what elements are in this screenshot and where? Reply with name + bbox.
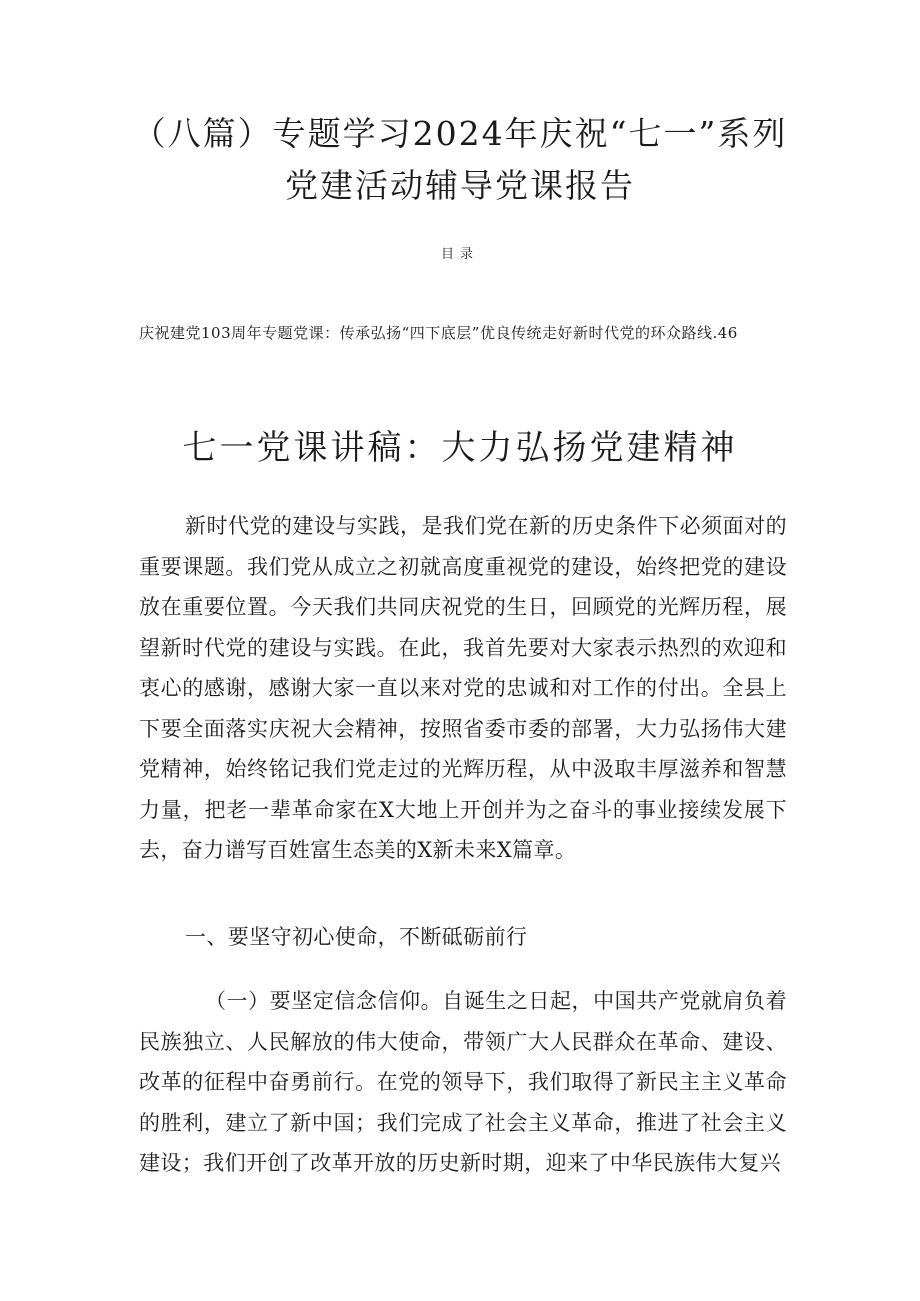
section-title: 七一党课讲稿：大力弘扬党建精神	[182, 428, 738, 468]
subsection-heading: 一、要坚守初心使命，不断砥砺前行	[185, 925, 528, 949]
document-title: （八篇）专题学习2024年庆祝“七一”系列党建活动辅导党课报告	[132, 114, 788, 205]
body-paragraph: 新时代党的建设与实践，是我们党在新的历史条件下必须面对的重要课题。我们党从成立之初就高度重视党的建设，始终把党的建设放在重要位置。今天我们共同庆祝党的生日，回顾党的光辉历程，展望新时代党的建设与实践。在此，我首先要对大家表示热烈的欢迎和衷心的感谢，感谢大家一直以来对党的忠诚和对工作的付出。全县上下要全面落实庆祝大会精神，按照省委市委的部署，大力弘扬伟大建党精神，始终铭记我们党走过的光辉历程，从中汲取丰厚滋养和智慧力量，把老一辈革命家在X大地上开创并为之奋斗的事业接续发展下去，奋力谱写百姓富生态美的X新未来X篇章。	[139, 514, 787, 862]
toc-heading: 目录	[440, 247, 479, 262]
body-paragraph: （一）要坚定信念信仰。自诞生之日起，中国共产党就肩负着民族独立、人民解放的伟大使命，带领广大人民群众在革命、建设、改革的征程中奋勇前行。在党的领导下，我们取得了新民主主义革命的胜利，建立了新中国；我们完成了社会主义革命，推进了社会主义建设；我们开创了改革开放的历史新时期，迎来了中华民族伟大复兴	[139, 989, 787, 1175]
toc-entry: 庆祝建党103周年专题党课：传承弘扬“四下底层”优良传统走好新时代党的环众路线.46	[139, 324, 738, 342]
